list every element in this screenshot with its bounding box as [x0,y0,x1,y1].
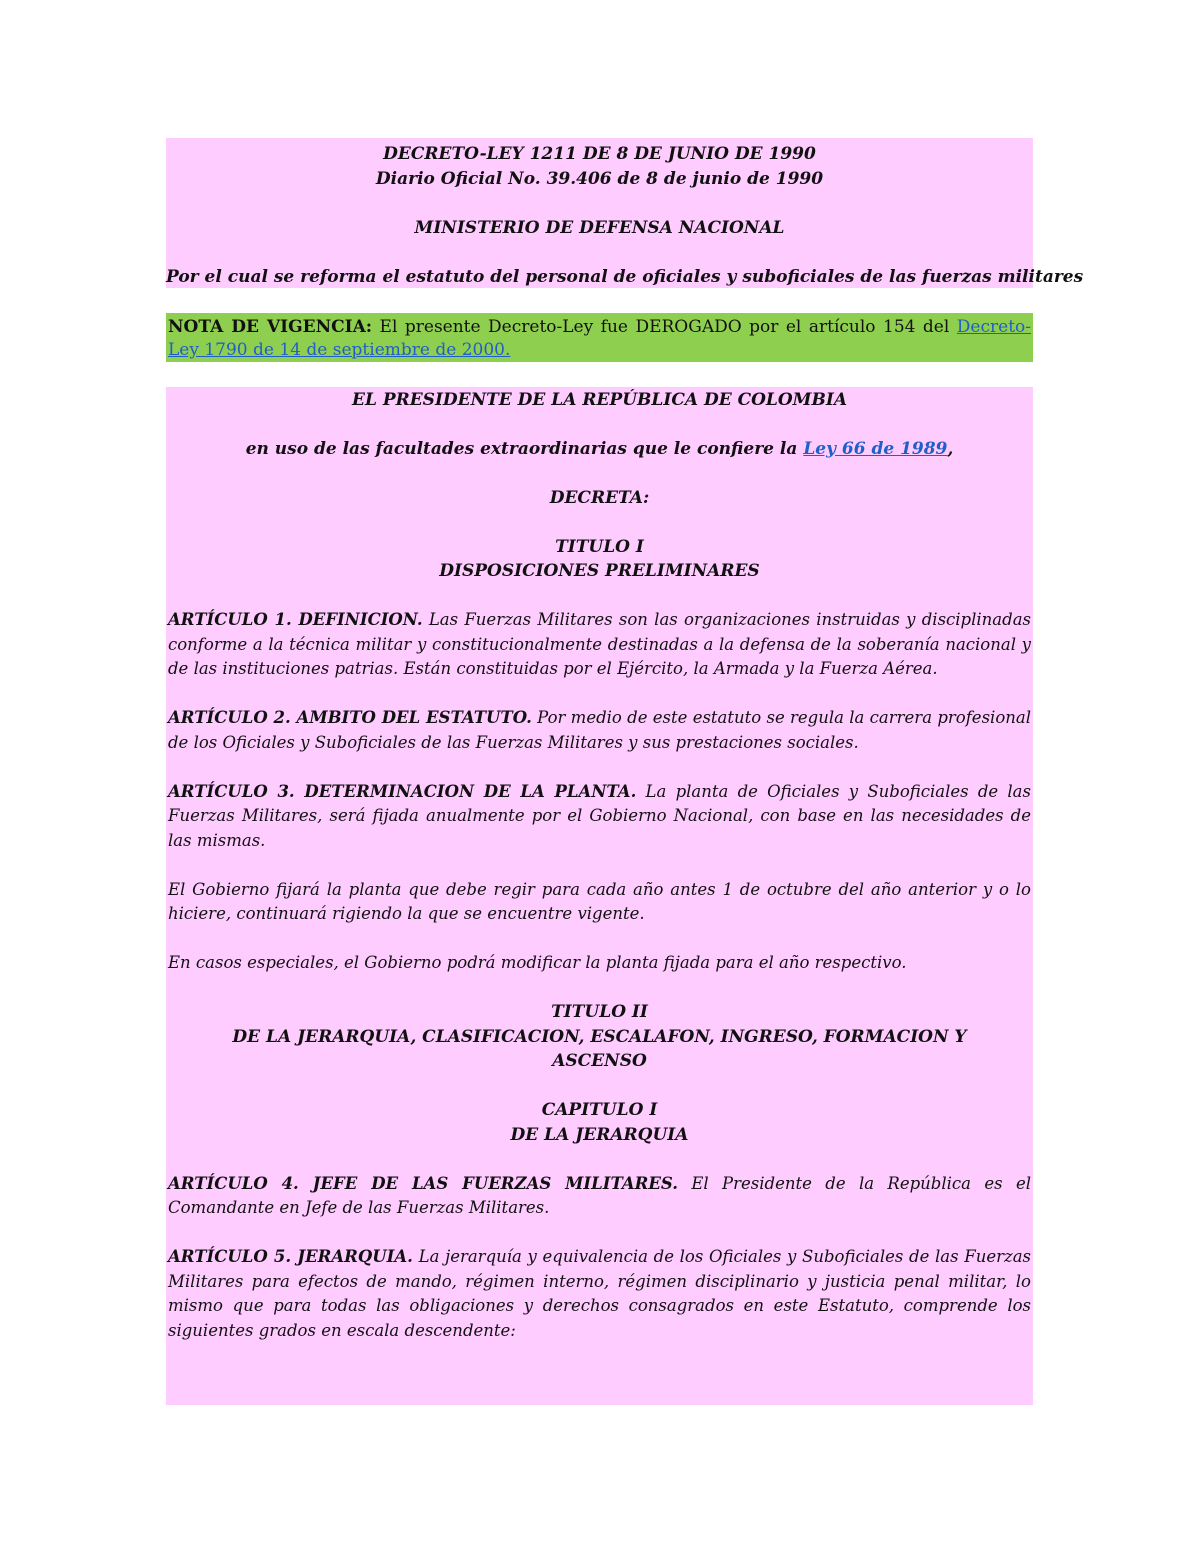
title-2-name: DE LA JERARQUIA, CLASIFICACION, ESCALAFON, INGRESO, FORMACION Y ASCENSO [232,1026,967,1071]
title-2-heading: TITULO II [551,1002,648,1022]
article-4 [168,1172,1031,1221]
article-3-text: La planta de Oficiales y Suboficiales de las Fuerzas Militares, será fijada anualmente por el Gobierno Nacional, con base en las necesidades de las mismas. [168,781,1031,850]
derogating-decree-link[interactable]: Decreto-Ley 1790 de 14 de septiembre de 2000. [168,317,1032,360]
validity-note-text [168,316,1031,362]
article-1-heading: ARTÍCULO 1. DEFINICION. [168,610,423,629]
decree-subject: Por el cual se reforma el estatuto del personal de oficiales y suboficiales de las fuerzas militares [166,266,1084,287]
decree-title: DECRETO-LEY 1211 DE 8 DE JUNIO DE 1990 [383,144,816,164]
gazette-reference: Diario Oficial No. 39.406 de 8 de junio de 1990 [375,168,824,189]
article-1 [168,608,1031,682]
decree-body [166,387,1033,1405]
decreta-heading: DECRETA: [549,487,650,508]
article-2 [168,706,1031,755]
powers-suffix: , [947,438,954,459]
chapter-1-name: DE LA JERARQUIA [510,1124,689,1145]
decree-header [166,138,1084,288]
article-5 [168,1245,1031,1343]
article-3 [168,780,1031,854]
article-5-text: La jerarquía y equivalencia de los Oficiales y Suboficiales de las Fuerzas Militares para efectos de mando, régimen interno, régimen disciplinario y justicia penal militar, lo mismo que para todas las obligaciones y derechos consagrados en este Estatuto, comprende los siguientes grados en escala descendente: [168,1247,1031,1340]
article-3-paragraph-3: En casos especiales, el Gobierno podrá modificar la planta fijada para el año respectivo. [168,953,907,972]
article-2-text: Por medio de este estatuto se regula la carrera profesional de los Oficiales y Suboficiales de las Fuerzas Militares y sus prestaciones sociales. [168,708,1031,752]
title-1-heading: TITULO I [555,536,644,557]
article-1-text: Las Fuerzas Militares son las organizaciones instruidas y disciplinadas conforme a la técnica militar y constitucionalmente destinadas a la defensa de la soberanía nacional y de las instituciones patrias. Están constituidas por el Ejército, la Armada y la Fuerza Aérea. [168,610,1032,678]
article-4-heading: ARTÍCULO 4. JEFE DE LAS FUERZAS MILITARES. [168,1173,678,1193]
ministry-name: MINISTERIO DE DEFENSA NACIONAL [414,217,785,238]
chapter-1-heading: CAPITULO I [541,1100,658,1120]
law-66-1989-link[interactable]: Ley 66 de 1989 [803,438,948,459]
title-1-name: DISPOSICIONES PRELIMINARES [439,561,760,581]
validity-note-label: NOTA DE VIGENCIA: [168,317,373,337]
article-3-heading: ARTÍCULO 3. DETERMINACION DE LA PLANTA. [168,781,637,801]
powers-text: en uso de las facultades extraordinarias que le confiere la [245,438,804,459]
article-2-heading: ARTÍCULO 2. AMBITO DEL ESTATUTO. [168,708,532,727]
article-3-paragraph-2: El Gobierno fijará la planta que debe regir para cada año antes 1 de octubre del año anterior y o lo hiciere, continuará rigiendo la que se encuentre vigente. [168,879,1031,923]
powers-clause [168,437,1031,462]
article-4-text: El Presidente de la República es el Comandante en Jefe de las Fuerzas Militares. [168,1173,1031,1217]
validity-note-body: El presente Decreto-Ley fue DEROGADO por el artículo 154 del [372,317,957,337]
president-heading: EL PRESIDENTE DE LA REPÚBLICA DE COLOMBIA [351,389,848,410]
validity-note [166,313,1033,362]
article-5-heading: ARTÍCULO 5. JERARQUIA. [168,1247,413,1266]
